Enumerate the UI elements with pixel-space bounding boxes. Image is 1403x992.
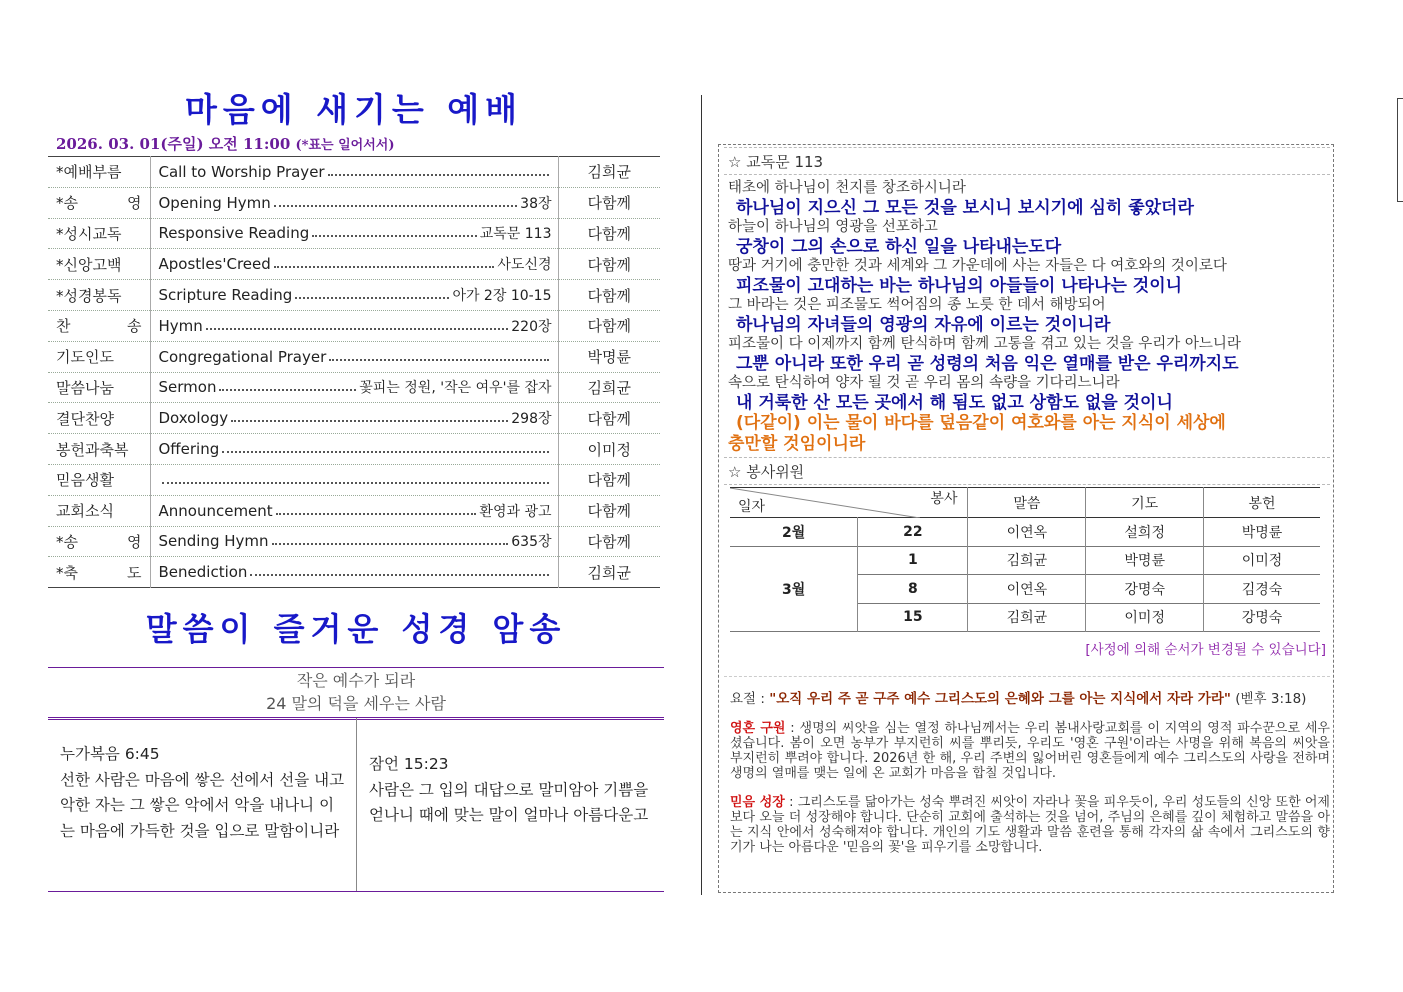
order-value: 635장: [511, 534, 552, 551]
order-label: Hymn: [158, 316, 203, 335]
svc-day: 15: [858, 603, 968, 632]
leader-dots: [219, 383, 356, 391]
svc-prayer: 이미정: [1086, 603, 1204, 632]
right-page: [718, 144, 1334, 893]
svc-h3: 봉헌: [1248, 495, 1276, 512]
order-item: [150, 218, 558, 249]
order-label: Sending Hymn: [158, 532, 269, 551]
order-row: [48, 157, 660, 188]
leader-line: 그 바라는 것은 피조물도 썩어짐의 종 노릇 한 데서 해방되어: [728, 297, 1106, 313]
svc-prayer: 강명숙: [1086, 575, 1204, 604]
people-line: 하나님의 자녀들의 영광의 자유에 이르는 것이니라: [736, 315, 1111, 335]
order-value: 교독문 113: [479, 226, 552, 243]
leader-dots: [312, 229, 477, 237]
order-label: Offering: [158, 440, 220, 459]
order-name: *송 영: [48, 526, 150, 557]
leader-dots: [295, 291, 449, 299]
order-value: 298장: [511, 411, 552, 428]
order-leader: 다함께: [587, 532, 631, 551]
leader-line: 피조물이 다 이제까지 함께 탄식하며 함께 고통을 겪고 있는 것을 우리가 아느니라: [728, 336, 1241, 352]
order-row: [48, 434, 660, 465]
worship-order-table: [48, 156, 660, 588]
worship-title: 마음에 새기는 예배: [184, 90, 523, 129]
memory-sub1: 작은 예수가 되라: [296, 671, 416, 690]
service-date: [56, 134, 660, 154]
order-row: [48, 280, 660, 311]
leader-dots: [272, 537, 509, 545]
order-leader: 다함께: [587, 224, 631, 243]
verse-luke: [48, 718, 357, 891]
order-row: [48, 310, 660, 341]
responsive-reading: [724, 175, 1330, 413]
leader-dots: [250, 568, 548, 576]
svc-offering: 이미정: [1241, 553, 1283, 570]
order-item: [150, 310, 558, 341]
svc-month: 3월: [730, 546, 858, 632]
leader-dots: [206, 322, 508, 330]
date-main: 2026. 03. 01(주일) 오전 11:00: [56, 135, 296, 153]
service-row: [730, 518, 1320, 547]
order-label: Opening Hymn: [158, 193, 271, 212]
svc-sermon: 김희균: [968, 603, 1086, 632]
order-leader: 다함께: [587, 194, 631, 213]
order-value: 220장: [511, 318, 552, 335]
order-label: Apostles'Creed: [158, 255, 271, 274]
order-leader: 다함께: [587, 317, 631, 336]
people-line: 피조물이 고대하는 바는 하나님의 아들들이 나타나는 것이니: [736, 276, 1183, 296]
verse2-ref: 잠언 15:23: [369, 755, 449, 773]
verse1-text: 선한 사람은 마음에 쌓은 선에서 선을 내고 악한 자는 그 쌓은 악에서 악을 내나니 이는 마음에 가득한 것을 입으로 말함이니라: [60, 770, 345, 840]
svc-prayer: 설희정: [1086, 518, 1204, 547]
people-line: 내 거룩한 산 모든 곳에서 해 됨도 없고 상함도 없을 것이니: [736, 393, 1173, 413]
corner-bracket: [1397, 98, 1403, 202]
order-name: 교회소식: [48, 495, 150, 526]
svc-corner: [730, 488, 968, 518]
leader-dots: [329, 353, 548, 361]
order-item: [150, 403, 558, 434]
order-leader: 박명륜: [587, 348, 631, 367]
order-label: Sermon: [158, 378, 217, 397]
leader-dots: [231, 414, 508, 422]
people-line: 궁창이 그의 손으로 하신 일을 나타내는도다: [736, 237, 1062, 257]
order-name: *성경봉독: [48, 280, 150, 311]
order-label: Benediction: [158, 563, 248, 582]
leader-dots: [274, 199, 517, 207]
order-label: Doxology: [158, 409, 229, 428]
order-row: [48, 187, 660, 218]
order-value: 환영과 광고: [479, 503, 552, 520]
order-name: 기도인도: [48, 341, 150, 372]
svc-month: 2월: [730, 518, 858, 547]
order-leader: 김희균: [587, 163, 631, 182]
memory-verses: [48, 718, 664, 892]
order-name: 말씀나눔: [48, 372, 150, 403]
order-leader: 이미정: [587, 440, 631, 459]
order-row: [48, 218, 660, 249]
memory-subtitle: [48, 667, 664, 720]
order-name: 결단찬양: [48, 403, 150, 434]
order-name: *축 도: [48, 557, 150, 588]
reading-all-line1: (다같이) 이는 물이 바다를 덮음같이 여호와를 아는 지식이 세상에: [736, 413, 1226, 433]
svc-sermon: 이연옥: [968, 518, 1086, 547]
order-name: *성시교독: [48, 218, 150, 249]
order-name: 찬 송: [48, 310, 150, 341]
order-row: [48, 495, 660, 526]
vision-soul-key: 영혼 구원: [730, 721, 786, 736]
order-item: [150, 249, 558, 280]
svc-date-header: 일자: [738, 499, 766, 515]
order-row: [48, 403, 660, 434]
motto-label: 요절 :: [730, 691, 770, 707]
svc-day: 1: [858, 546, 968, 575]
order-item: [150, 280, 558, 311]
order-leader: 다함께: [587, 409, 631, 428]
leader-dots: [162, 476, 549, 484]
order-label: Announcement: [158, 501, 273, 520]
leader-dots: [274, 260, 495, 268]
order-leader: 김희균: [587, 378, 631, 397]
verse-proverbs: [357, 718, 664, 891]
order-label: Congregational Prayer: [158, 347, 327, 366]
reading-all-line2: 충만할 것임이니라: [728, 434, 866, 454]
svc-day: 8: [858, 575, 968, 604]
verse1-ref: 누가복음 6:45: [60, 745, 160, 763]
order-row: [48, 464, 660, 495]
leader-dots: [328, 168, 549, 176]
order-leader: 다함께: [587, 502, 631, 521]
change-notice: [사정에 의해 순서가 변경될 수 있습니다]: [1085, 642, 1326, 658]
memory-title: 말씀이 즐거운 성경 암송: [145, 610, 567, 648]
motto-text: "오직 우리 주 곧 구주 예수 그리스도의 은혜와 그를 아는 지식에서 자라 가라": [769, 691, 1231, 707]
order-item: [150, 187, 558, 218]
svc-role-header: 봉사: [930, 491, 958, 507]
svc-offering: 강명숙: [1241, 610, 1283, 627]
reading-heading: ☆ 교독문 113: [724, 147, 1330, 175]
vision-soul: [724, 721, 1330, 781]
order-name: *예배부름: [48, 157, 150, 188]
svc-day: 22: [858, 518, 968, 547]
order-item: [150, 341, 558, 372]
worship-order-section: [48, 88, 660, 588]
svc-offering: 김경숙: [1241, 581, 1283, 598]
svc-sermon: 이연옥: [968, 575, 1086, 604]
verse2-text: 사람은 그 입의 대답으로 말미암아 기쁨을 얻나니 때에 맞는 말이 얼마나 아름다운고: [369, 780, 649, 824]
vision-faith-key: 믿음 성장: [730, 795, 785, 810]
leader-line: 하늘이 하나님의 영광을 선포하고: [728, 219, 938, 235]
leader-line: 속으로 탄식하여 양자 될 것 곧 우리 몸의 속량을 기다리느니라: [728, 375, 1120, 391]
svc-sermon: 김희균: [968, 546, 1086, 575]
order-label: Responsive Reading: [158, 224, 310, 243]
service-table: [730, 487, 1320, 632]
order-row: [48, 372, 660, 403]
svc-offering: 박명륜: [1241, 524, 1283, 541]
order-label: Scripture Reading: [158, 286, 293, 305]
leader-line: 땅과 거기에 충만한 것과 세계와 그 가운데에 사는 자들은 다 여호와의 것이로다: [728, 258, 1227, 274]
svc-prayer: 박명륜: [1086, 546, 1204, 575]
service-heading: ☆ 봉사위원: [724, 457, 1330, 485]
order-name: 봉헌과축복: [48, 434, 150, 465]
leader-line: 태초에 하나님이 천지를 창조하시니라: [728, 180, 966, 196]
page-divider: [701, 95, 702, 895]
order-leader: 다함께: [587, 471, 631, 490]
motto-ref: (벧후 3:18): [1230, 691, 1307, 707]
order-item: [150, 157, 558, 188]
vision-soul-text: : 생명의 씨앗을 심는 열정 하나님께서는 우리 봄내사랑교회를 이 지역의 영적 파수꾼으로 세우셨습니다. 봄이 오면 농부가 부지런히 씨를 뿌리듯, 우리도 '영혼 구원'이라는 사명을 위해 복음의 씨앗을 부지런히 뿌려야 합니다. 2026년 한 해, 우리 주변의 잃어버린 영혼들에게 예수 그리스도의 사랑을 전하며 생명의 열매를 맺는 일에 온 교회가 마음을 합칠 것입니다.: [730, 721, 1330, 781]
order-leader: 다함께: [587, 286, 631, 305]
vision-faith: [724, 795, 1330, 855]
svc-h1: 말씀: [968, 488, 1086, 518]
order-item: [150, 557, 558, 588]
leader-dots: [276, 507, 477, 515]
order-row: [48, 341, 660, 372]
service-row: [730, 546, 1320, 575]
order-item: [150, 495, 558, 526]
reading-together: [724, 413, 1330, 455]
svc-h2: 기도: [1086, 488, 1204, 518]
order-value: 사도신경: [497, 257, 552, 274]
order-item: [150, 526, 558, 557]
order-value: 아가 2장 10-15: [452, 288, 552, 305]
order-value: 꽃피는 정원, '작은 여우'를 잡자: [359, 380, 552, 397]
order-label: Call to Worship Prayer: [158, 162, 325, 181]
people-line: 하나님이 지으신 그 모든 것을 보시니 보시기에 심히 좋았더라: [736, 198, 1194, 218]
order-row: [48, 249, 660, 280]
order-row: [48, 526, 660, 557]
leader-dots: [222, 445, 548, 453]
order-value: 38장: [520, 195, 552, 212]
order-row: [48, 557, 660, 588]
motto: [724, 676, 1330, 707]
people-line: 그뿐 아니라 또한 우리 곧 성령의 처음 익은 열매를 받은 우리까지도: [736, 354, 1239, 374]
memory-sub2: 24 말의 덕을 세우는 사람: [266, 694, 446, 713]
vision-faith-text: : 그리스도를 닮아가는 성숙 뿌려진 씨앗이 자라나 꽃을 피우듯이, 우리 성도들의 신앙 또한 어제보다 오늘 더 성장해야 합니다. 단순히 교회에 출석하는 것을 넘어, 주님의 은혜를 깊이 체험하고 말씀을 아는 지식 안에서 성숙해져야 합니다. 개인의 기도 생활과 말씀 훈련을 통해 각자의 삶 속에서 그리스도의 향기가 나는 아름다운 '믿음의 꽃'을 피우기를 소망합니다.: [730, 795, 1330, 855]
stand-note: (*표는 일어서서): [295, 138, 395, 153]
order-name: *송 영: [48, 187, 150, 218]
order-leader: 김희균: [587, 563, 631, 582]
order-item: [150, 372, 558, 403]
order-item: [150, 434, 558, 465]
order-name: 믿음생활: [48, 464, 150, 495]
order-item: [150, 464, 558, 495]
order-leader: 다함께: [587, 255, 631, 274]
order-name: *신앙고백: [48, 249, 150, 280]
